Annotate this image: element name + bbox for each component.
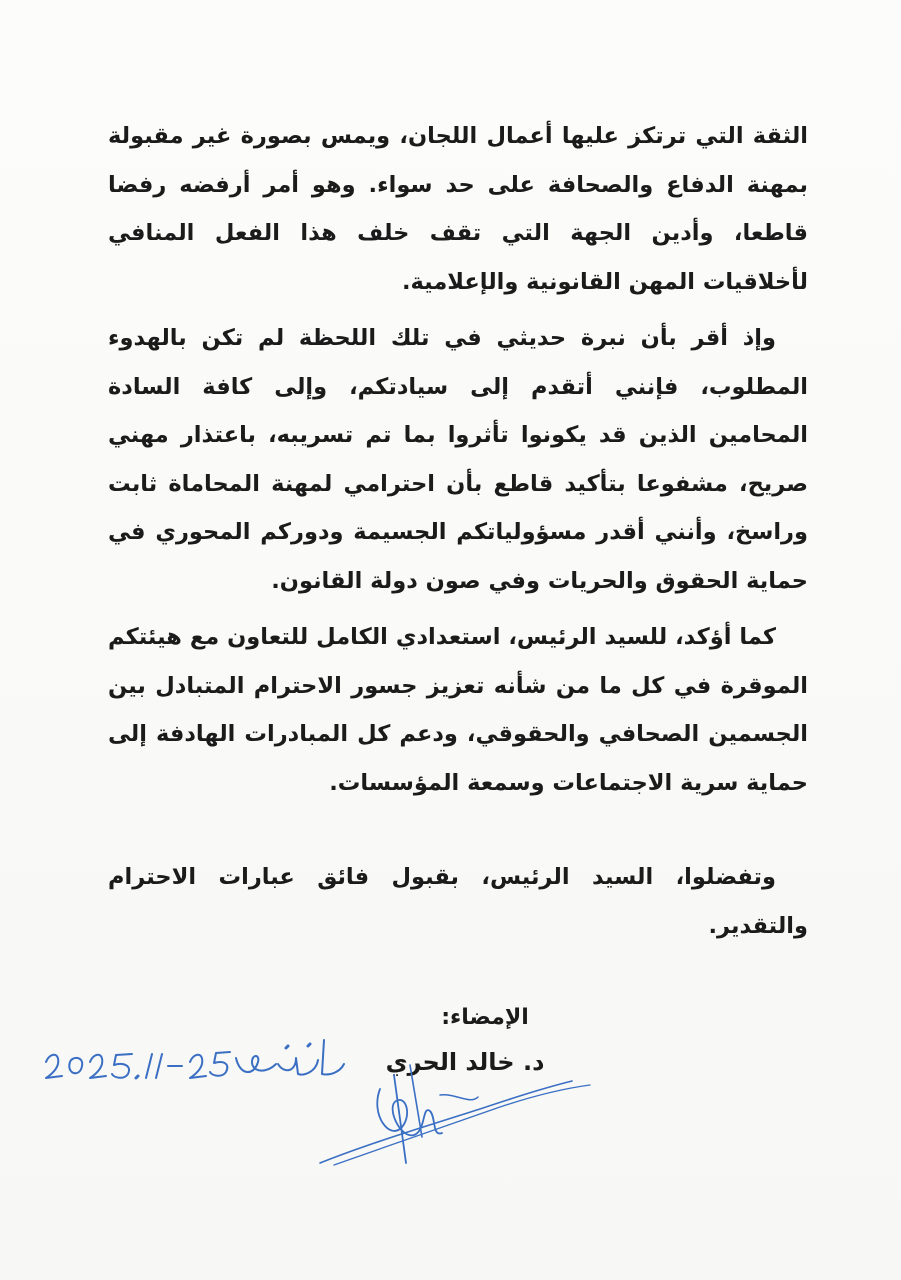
paragraph-1: الثقة التي ترتكز عليها أعمال اللجان، ويمس بصورة غير مقبولة بمهنة الدفاع والصحافة على حد سواء. وهو أمر أرفضه رفضا قاطعا، وأدين الجهة التي تقف خلف هذا الفعل المنافي لأخلاقيات المهن القانونية والإعلامية.	[108, 123, 808, 295]
handwritten-date-annotation	[40, 1018, 350, 1088]
paragraph-2: وإذ أقر بأن نبرة حديثي في تلك اللحظة لم تكن بالهدوء المطلوب، فإنني أتقدم إلى سيادتكم، وإلى كافة السادة المحامين الذين قد يكونوا تأثروا بما تم تسريبه، باعتذار مهني صريح، مشفوعا بتأكيد قاطع بأن احترامي لمهنة المحاماة ثابت وراسخ، وأنني أقدر مسؤولياتكم الجسيمة ودوركم المحوري في حماية الحقوق والحريات وفي صون دولة القانون.	[108, 325, 808, 594]
paragraph-3: كما أؤكد، للسيد الرئيس، استعدادي الكامل للتعاون مع هيئتكم الموقرة في كل ما من شأنه تعزيز جسور الاحترام المتبادل بين الجسمين الصحافي والحقوقي، ودعم كل المبادرات الهادفة إلى حماية سرية الاجتماعات وسمعة المؤسسات.	[108, 624, 808, 796]
signature-drawing	[310, 1045, 610, 1175]
signature-label: الإمضاء:	[441, 1005, 529, 1030]
letter-body	[108, 112, 808, 958]
closing-paragraph: وتفضلوا، السيد الرئيس، بقبول فائق عبارات الاحترام والتقدير.	[108, 864, 808, 939]
signatory-name: د. خالد الحري	[385, 1048, 545, 1076]
